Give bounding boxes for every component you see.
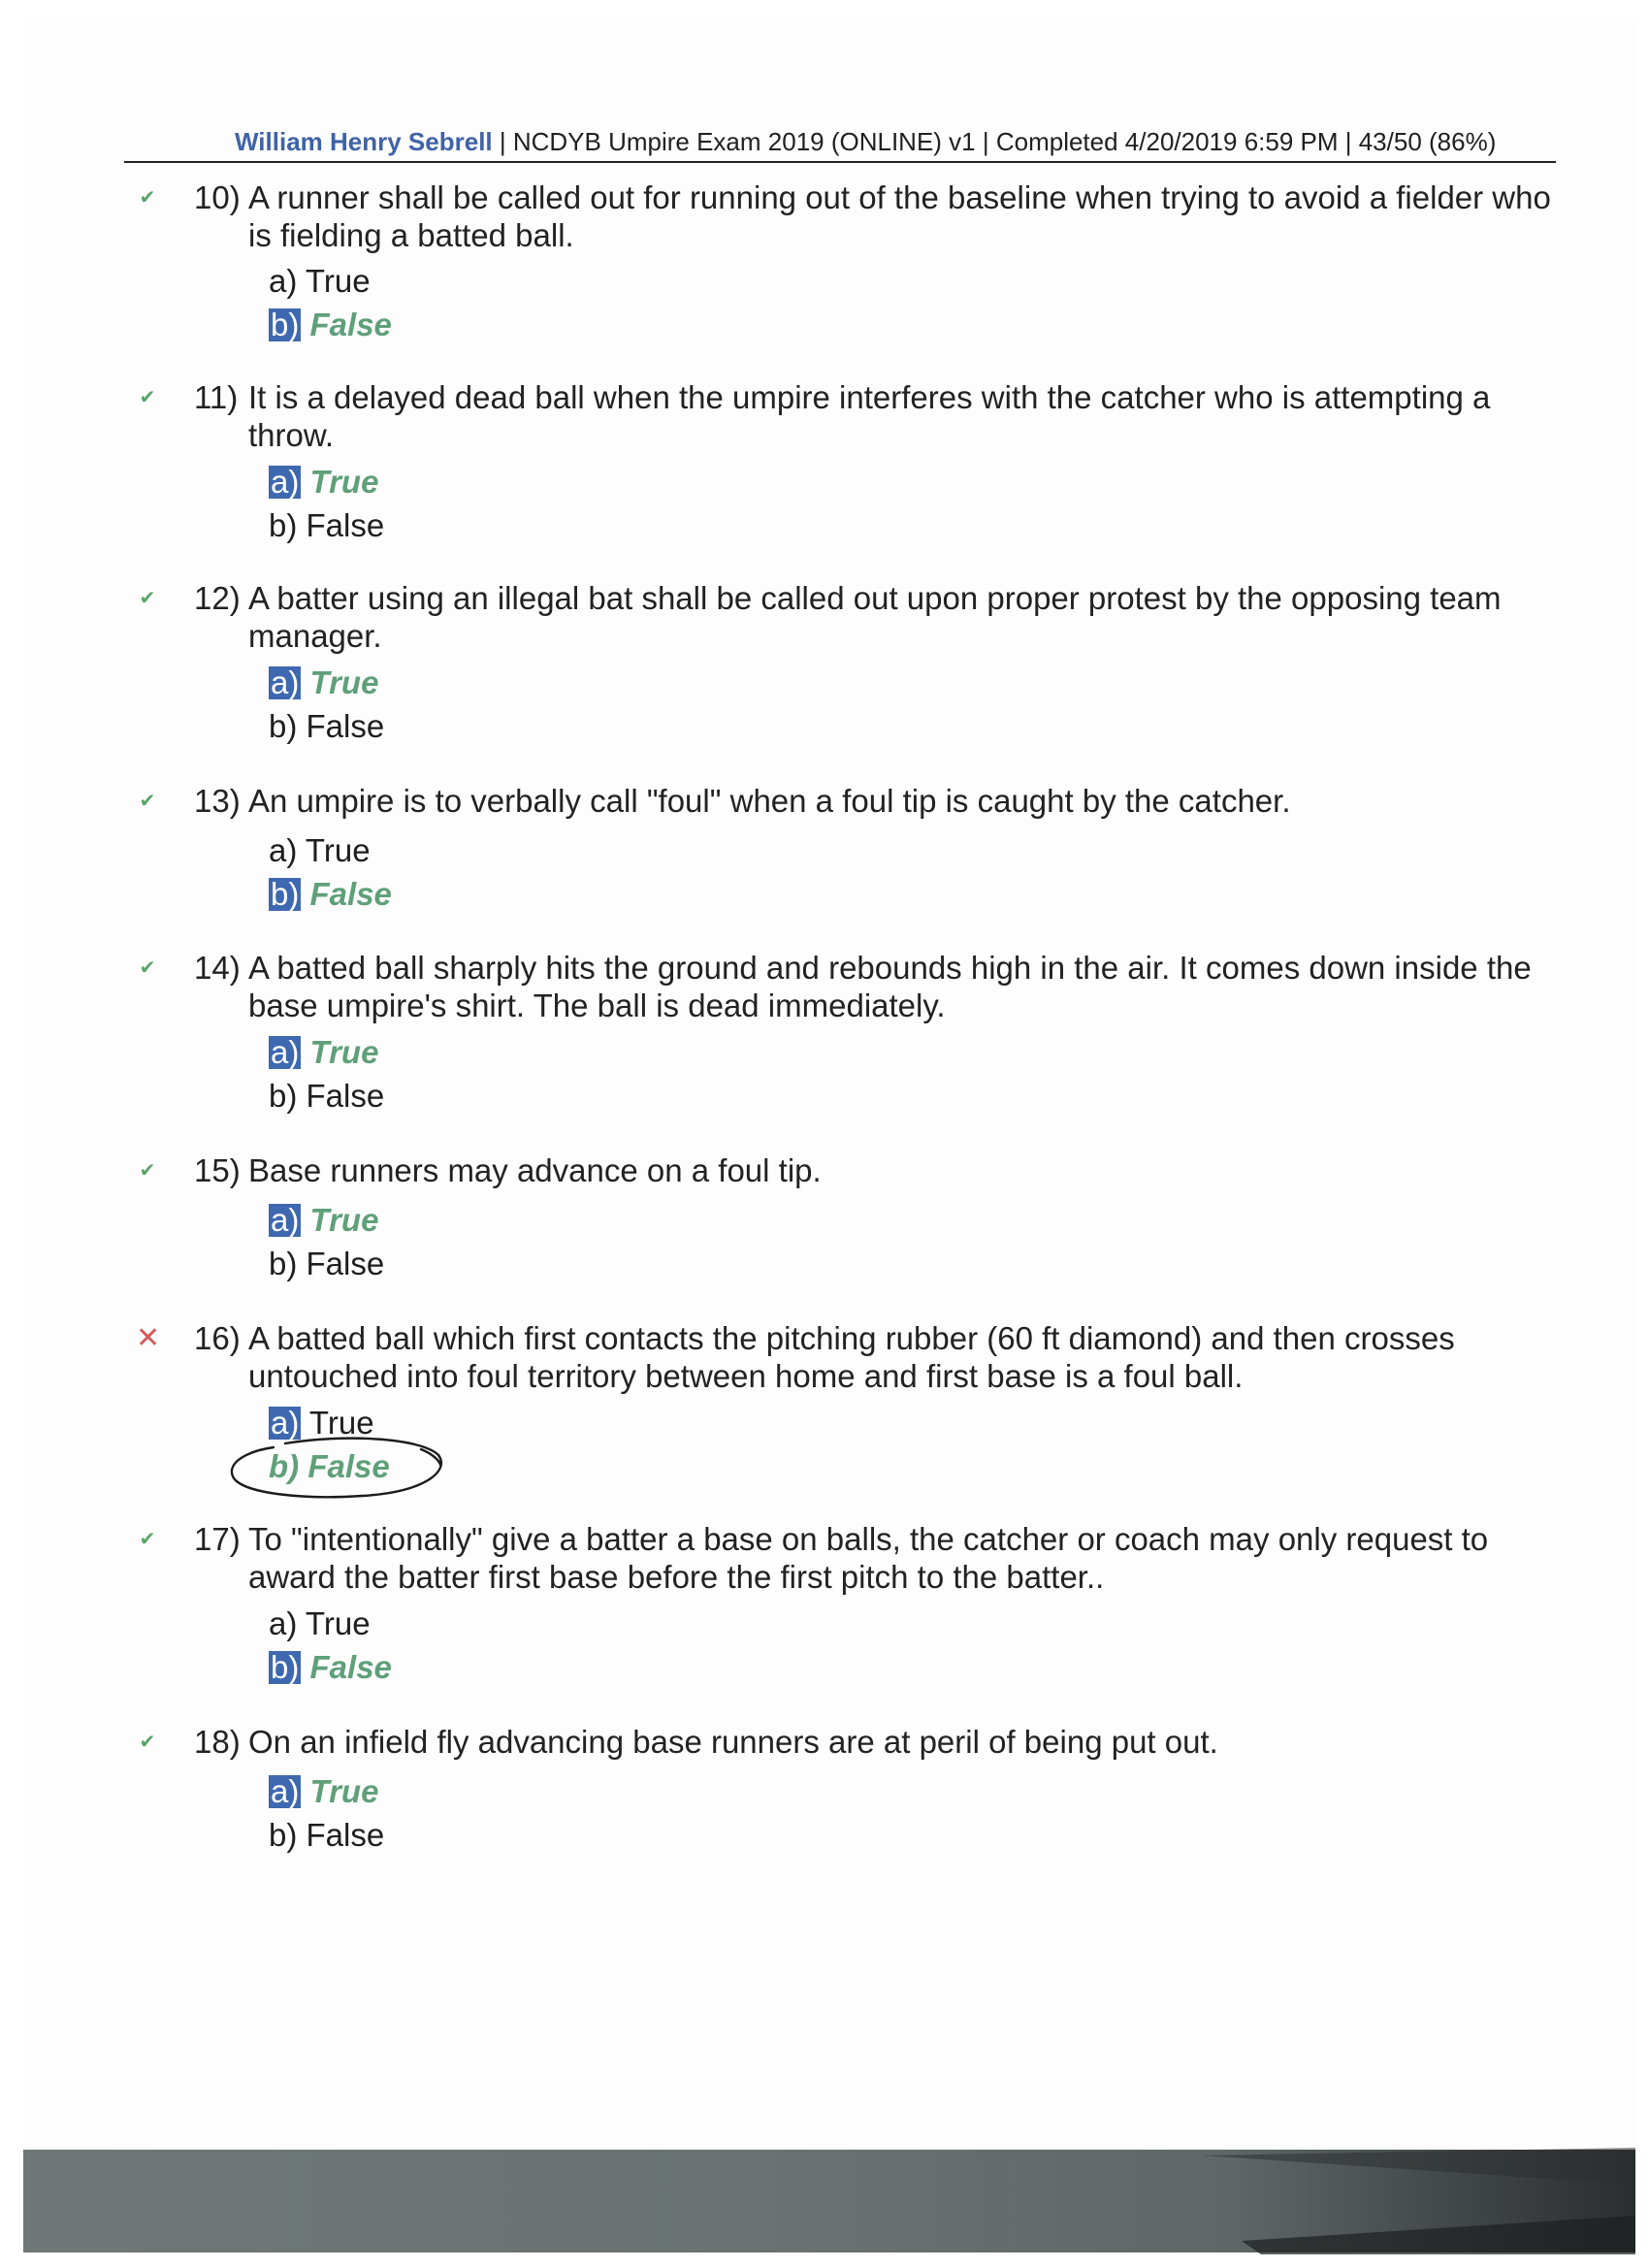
question-text [194,782,1552,820]
option-text: False [301,307,392,342]
question-line-1: On an infield fly advancing base runners are at peril of being put out. [248,1724,1218,1760]
question-text [194,949,1552,1024]
cross-icon: ✕ [136,1322,161,1354]
option-text: True [301,1773,379,1809]
header-underline [124,161,1556,163]
question-text [194,1319,1552,1395]
question-number: 14) [194,950,241,986]
check-icon: ✔ [139,1732,156,1753]
option-letter: b) [269,708,298,744]
option-b-selected [269,306,392,344]
question-text [194,1723,1552,1761]
option-letter: a) [269,263,298,299]
check-icon: ✔ [139,791,156,812]
question-line-1: A batted ball sharply hits the ground and rebounds high in the air. It comes down inside the [248,950,1532,986]
scanner-streak [1203,2148,1635,2254]
exam-header [235,126,1554,157]
question-text [194,1151,1552,1189]
scanned-page [23,21,1635,2152]
question-line-1: Base runners may advance on a foul tip. [248,1152,822,1188]
option-letter: a) [271,1034,300,1070]
option-a-selected [269,1772,378,1811]
exam-details: | NCDYB Umpire Exam 2019 (ONLINE) v1 | Completed 4/20/2019 6:59 PM | 43/50 (86%) [492,127,1497,156]
option-text: True [301,664,379,700]
question-number: 15) [194,1152,241,1188]
option-b [269,707,384,746]
option-b [269,506,384,545]
option-text: True [297,1605,371,1641]
question-number: 16) [194,1320,241,1356]
option-text: False [297,1817,385,1853]
option-letter: b) [269,1448,300,1484]
option-letter: b) [269,1246,298,1281]
option-text: False [297,1246,385,1281]
option-text: False [301,876,392,912]
option-text: False [297,708,385,744]
option-text: False [301,1649,392,1685]
option-a-selected [269,1033,378,1072]
check-icon: ✔ [139,387,156,408]
question-line-2: is fielding a batted ball. [248,217,574,253]
option-letter: b) [269,1817,298,1853]
option-b [269,1245,384,1283]
option-text: True [297,832,371,868]
question-text [194,378,1552,454]
option-text: False [297,1078,385,1114]
option-letter: a) [271,1202,300,1238]
question-line-1: A batter using an illegal bat shall be called out upon proper protest by the opposing team [248,580,1502,616]
option-letter: a) [271,664,300,700]
question-text [194,579,1552,655]
option-b [269,1077,384,1116]
question-number: 13) [194,783,241,819]
option-a [269,262,371,301]
handwritten-circle [227,1436,444,1500]
check-icon: ✔ [139,187,156,209]
option-text: True [297,263,371,299]
option-text: True [301,1202,379,1238]
option-letter: b) [271,307,300,342]
check-icon: ✔ [139,1160,156,1182]
option-text: True [301,464,379,500]
option-b-selected [269,1648,392,1687]
option-a [269,831,371,870]
question-line-2: throw. [248,417,335,453]
option-text: True [301,1034,379,1070]
question-text [194,178,1552,254]
option-letter: b) [269,507,298,543]
question-line-1: It is a delayed dead ball when the umpire interferes with the catcher who is attempting a [248,379,1491,415]
question-line-2: untouched into foul territory between home and first base is a foul ball. [248,1358,1244,1394]
option-letter: b) [271,876,300,912]
option-a-selected [269,463,378,502]
check-icon: ✔ [139,588,156,609]
question-text [194,1520,1552,1596]
question-number: 10) [194,179,241,215]
option-b-selected [269,875,392,914]
check-icon: ✔ [139,957,156,979]
option-letter: a) [269,832,298,868]
question-number: 12) [194,580,241,616]
option-text: False [299,1448,390,1484]
question-line-2: base umpire's shirt. The ball is dead immediately. [248,988,946,1023]
question-line-1: An umpire is to verbally call "foul" when a foul tip is caught by the catcher. [248,783,1291,819]
option-letter: b) [269,1078,298,1114]
question-line-1: A runner shall be called out for running out of the baseline when trying to avoid a fielder who [248,179,1551,215]
question-number: 11) [194,379,239,415]
check-icon: ✔ [139,1529,156,1550]
question-line-1: A batted ball which first contacts the pitching rubber (60 ft diamond) and then crosses [248,1320,1455,1356]
question-number: 17) [194,1521,241,1557]
option-letter: b) [271,1649,300,1685]
student-name: William Henry Sebrell [235,127,493,156]
option-letter: a) [271,464,300,500]
option-letter: a) [271,1405,300,1441]
question-line-1: To "intentionally" give a batter a base on balls, the catcher or coach may only request to [248,1521,1489,1557]
option-a [269,1604,371,1643]
option-b [269,1816,384,1855]
option-a-selected [269,664,378,702]
question-number: 18) [194,1724,241,1760]
question-line-2: award the batter first base before the first pitch to the batter.. [248,1559,1105,1595]
option-letter: a) [271,1773,300,1809]
option-text: False [297,507,385,543]
option-letter: a) [269,1605,298,1641]
option-a-selected [269,1201,378,1240]
option-text: True [301,1405,374,1441]
question-line-2: manager. [248,618,382,654]
